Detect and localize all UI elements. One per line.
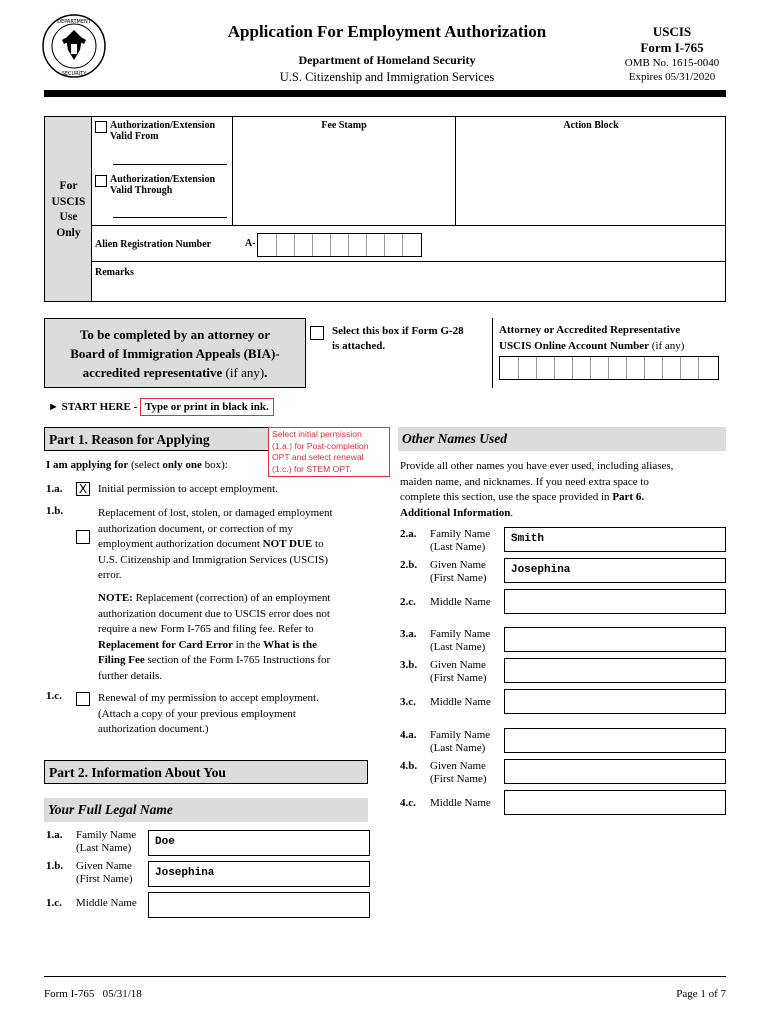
other-family-name-field[interactable]: Smith bbox=[504, 527, 726, 552]
attorney-account-section bbox=[492, 318, 726, 388]
fee-stamp-label: Fee Stamp bbox=[321, 120, 367, 131]
other-name-number: 2.a. bbox=[400, 528, 417, 540]
other-name-label: Given Name (First Name) bbox=[430, 659, 487, 684]
valid-from-checkbox[interactable] bbox=[95, 121, 107, 133]
other-name-number: 4.a. bbox=[400, 729, 417, 741]
opt-1b-checkbox[interactable] bbox=[76, 530, 90, 544]
valid-through-label: Authorization/Extension Valid Through bbox=[110, 174, 216, 196]
other-name-label: Family Name (Last Name) bbox=[430, 528, 491, 553]
other-name-label: Given Name (First Name) bbox=[430, 559, 487, 584]
other-name-label: Middle Name bbox=[430, 797, 491, 809]
other-names-heading: Other Names Used bbox=[398, 427, 726, 451]
other-middle-name-field[interactable] bbox=[504, 589, 726, 614]
other-name-number: 2.c. bbox=[400, 596, 416, 608]
fee-column-divider bbox=[232, 117, 233, 225]
form-title: Application For Employment Authorization bbox=[227, 22, 547, 41]
attorney-notice: To be completed by an attorney or Board of Immigration Appeals (BIA)- accredited representative (if any). bbox=[44, 318, 306, 388]
other-middle-name-field[interactable] bbox=[504, 689, 726, 714]
remarks-top-border bbox=[92, 261, 725, 262]
form-number: Form I-765 bbox=[640, 40, 704, 55]
opt-1b-label: Replacement of lost, stolen, or damaged employment authorization document, or correction of my employment authorization document NOT DUE to U.S. Citizenship and Immigration Services (USCIS) error. bbox=[98, 507, 333, 581]
other-name-label: Family Name (Last Name) bbox=[430, 628, 491, 653]
opt-1b-number: 1.b. bbox=[46, 505, 64, 517]
field-1c-label: Middle Name bbox=[76, 897, 137, 909]
replacement-note: NOTE: Replacement (correction) of an employment authorization document due to USCIS error does not require a new Form I-765 and filing fee. Refer to Replacement for Card Error in the What is the Filing Fee section of the Form I-765 Instructions for further details. bbox=[98, 592, 331, 682]
valid-through-line[interactable] bbox=[113, 217, 227, 218]
g28-checkbox[interactable] bbox=[310, 326, 324, 340]
agency-name: U.S. Citizenship and Immigration Services bbox=[279, 70, 495, 84]
action-column-divider bbox=[455, 117, 456, 225]
alien-reg-label: Alien Registration Number bbox=[95, 239, 212, 250]
other-name-label: Given Name (First Name) bbox=[430, 760, 487, 785]
applying-instruction: I am applying for (select only one box): bbox=[46, 459, 228, 471]
other-family-name-field[interactable] bbox=[504, 728, 726, 753]
valid-through-checkbox[interactable] bbox=[95, 175, 107, 187]
rep-label-line2: USCIS Online Account Number (if any) bbox=[499, 340, 685, 352]
footer-rule bbox=[44, 976, 726, 977]
other-name-label: Middle Name bbox=[430, 696, 491, 708]
uscis-label: USCIS bbox=[652, 24, 692, 39]
other-name-number: 3.c. bbox=[400, 696, 416, 708]
omb-number: OMB No. 1615-0040 bbox=[624, 57, 720, 69]
other-given-name-field[interactable] bbox=[504, 759, 726, 784]
middle-name-field[interactable] bbox=[148, 892, 370, 918]
valid-from-line[interactable] bbox=[113, 164, 227, 165]
other-given-name-field[interactable]: Josephina bbox=[504, 558, 726, 583]
field-1a-number: 1.a. bbox=[46, 829, 63, 841]
full-legal-name-heading: Your Full Legal Name bbox=[44, 798, 368, 822]
seal-icon bbox=[42, 14, 106, 78]
field-1c-number: 1.c. bbox=[46, 897, 62, 909]
alien-number-field[interactable] bbox=[257, 233, 422, 257]
field-1b-label: Given Name (First Name) bbox=[76, 860, 133, 885]
opt-1a-checkbox[interactable]: X bbox=[76, 482, 90, 496]
footer-form-id: Form I-765 05/31/18 bbox=[44, 988, 142, 1000]
dept-name: Department of Homeland Security bbox=[298, 53, 476, 67]
dhs-seal bbox=[42, 14, 106, 78]
start-here: ► START HERE - Type or print in black ink. bbox=[48, 401, 274, 413]
other-middle-name-field[interactable] bbox=[504, 790, 726, 815]
expiration-date: Expires 05/31/2020 bbox=[628, 71, 716, 83]
other-name-number: 3.a. bbox=[400, 628, 417, 640]
svg-text:DEPARTMENT: DEPARTMENT bbox=[57, 19, 91, 25]
opt-1c-checkbox[interactable] bbox=[76, 692, 90, 706]
field-1a-label: Family Name (Last Name) bbox=[76, 829, 137, 854]
alien-prefix: A- bbox=[245, 238, 256, 249]
account-number-field[interactable] bbox=[499, 356, 719, 380]
other-name-number: 3.b. bbox=[400, 659, 418, 671]
given-name-field[interactable]: Josephina bbox=[148, 861, 370, 887]
uscis-side-label: For USCIS Use Only bbox=[51, 180, 86, 239]
other-names-intro: Provide all other names you have ever used, including aliases, maiden name, and nicknames. If you need extra space to complete this section, use the space provided in Part 6. Additional Information. bbox=[400, 460, 674, 519]
other-name-label: Middle Name bbox=[430, 596, 491, 608]
other-name-number: 4.c. bbox=[400, 797, 416, 809]
alien-row-top-border bbox=[92, 225, 725, 226]
opt-1c-number: 1.c. bbox=[46, 690, 62, 702]
uscis-use-box bbox=[44, 116, 726, 302]
opt-tooltip: Select initial permission (1.a.) for Post-completion OPT and select renewal (1.c.) for STEM OPT. bbox=[268, 427, 390, 477]
field-1b-number: 1.b. bbox=[46, 860, 64, 872]
valid-from-label: Authorization/Extension Valid From bbox=[110, 120, 216, 142]
uscis-side-panel bbox=[45, 117, 92, 301]
part1-heading: Part 1. Reason for Applying bbox=[44, 427, 368, 451]
other-name-number: 4.b. bbox=[400, 760, 418, 772]
opt-1a-label: Initial permission to accept employment. bbox=[98, 483, 278, 495]
header-rule bbox=[44, 90, 726, 97]
action-block-label: Action Block bbox=[563, 120, 619, 131]
other-family-name-field[interactable] bbox=[504, 627, 726, 652]
family-name-field[interactable]: Doe bbox=[148, 830, 370, 856]
other-name-number: 2.b. bbox=[400, 559, 418, 571]
g28-label: Select this box if Form G-28 is attached. bbox=[332, 325, 464, 352]
other-name-label: Family Name (Last Name) bbox=[430, 729, 491, 754]
arrow-right-icon: ► bbox=[48, 401, 59, 413]
footer-page-number: Page 1 of 7 bbox=[676, 988, 726, 1000]
part2-heading: Part 2. Information About You bbox=[44, 760, 368, 784]
rep-label-line1: Attorney or Accredited Representative bbox=[499, 324, 681, 336]
other-given-name-field[interactable] bbox=[504, 658, 726, 683]
opt-1a-number: 1.a. bbox=[46, 483, 63, 495]
remarks-label: Remarks bbox=[95, 267, 134, 278]
opt-1c-label: Renewal of my permission to accept employment. (Attach a copy of your previous employment authorization document.) bbox=[98, 692, 319, 735]
svg-text:SECURITY: SECURITY bbox=[61, 71, 87, 77]
black-ink-instruction: Type or print in black ink. bbox=[140, 398, 274, 416]
